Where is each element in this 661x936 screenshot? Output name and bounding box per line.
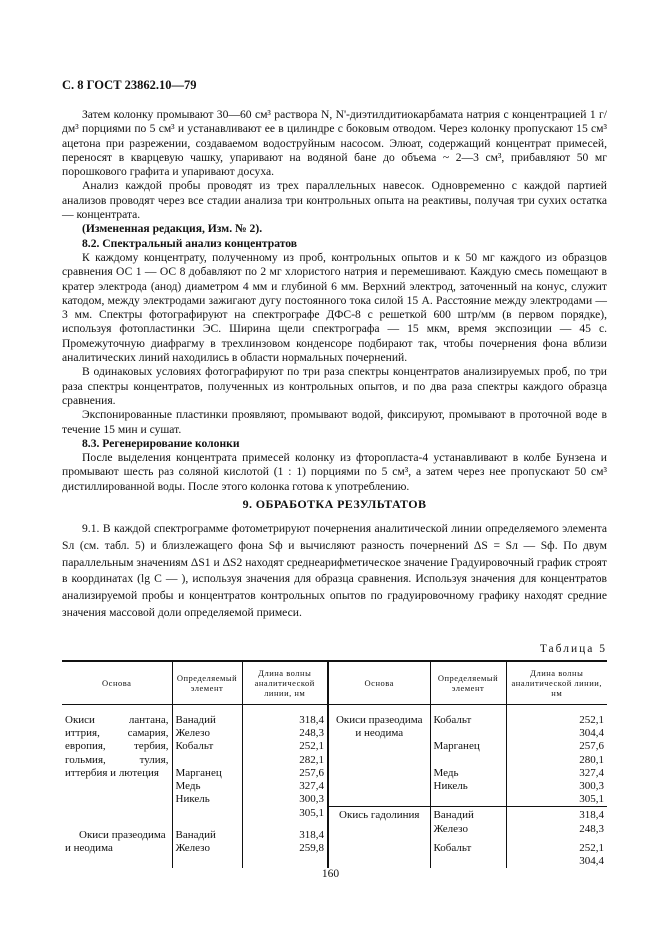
right-element: Кобальт bbox=[430, 842, 506, 855]
table-row bbox=[62, 714, 607, 727]
left-value: 257,6 bbox=[242, 767, 328, 780]
left-value: 252,1 bbox=[242, 740, 328, 753]
paragraph-9-1: 9.1. В каждой спектрограмме фотометрируют почернения аналитической линии определяемого элемента Sл (см. табл. 5) и близлежащего фона Sф и вычисляют разность почернений ΔS = Sл — Sф. По двум параллельным значениям ΔS1 и ΔS2 находят среднеарифметическое значение Градуировочный график строят в координатах (lg C — ), используя значения для образца сравнения. Используя значения для концентратов анализируемой пробы и концентратов контрольных опытов по градуировочному графику находят средние значения массовой доли определяемой примеси. bbox=[62, 522, 607, 619]
running-header: С. 8 ГОСТ 23862.10—79 bbox=[62, 78, 197, 92]
left-element: Ванадий bbox=[172, 823, 242, 842]
left-value: 282,1 bbox=[242, 754, 328, 767]
table-header-row bbox=[62, 661, 607, 705]
left-value: 318,4 bbox=[242, 714, 328, 727]
right-base-group2: Окись гадолиния bbox=[328, 807, 430, 868]
header-wavelength-right: Длина волны аналитической линии, нм bbox=[506, 661, 607, 705]
right-value: 248,3 bbox=[506, 823, 607, 842]
left-value: 259,8 bbox=[242, 842, 328, 855]
section-9-heading: 9. ОБРАБОТКА РЕЗУЛЬТАТОВ bbox=[242, 497, 427, 511]
right-element: Марганец bbox=[430, 740, 506, 753]
right-value: 318,4 bbox=[506, 807, 607, 823]
header-element-left: Определяемый элемент bbox=[172, 661, 242, 705]
left-value: 305,1 bbox=[242, 807, 328, 823]
left-element bbox=[172, 807, 242, 823]
right-element bbox=[430, 754, 506, 767]
left-value: 248,3 bbox=[242, 727, 328, 740]
right-value: 304,4 bbox=[506, 855, 607, 868]
right-element: Кобальт bbox=[430, 714, 506, 727]
edition-note: (Измененная редакция, Изм. № 2). bbox=[82, 222, 263, 236]
left-element: Железо bbox=[172, 842, 242, 855]
section-8-2-heading: 8.2. Спектральный анализ концентратов bbox=[82, 236, 298, 250]
paragraph-photography: В одинаковых условиях фотографируют по три раза спектры концентратов анализируемых проб, по три раза спектры концентратов, полученных из контрольных опытов, и по два раза спектры каждого образца сравнения. bbox=[62, 365, 607, 407]
table-caption: Таблица 5 bbox=[539, 643, 607, 655]
left-element: Ванадий bbox=[172, 714, 242, 727]
right-element: Железо bbox=[430, 823, 506, 842]
body-text-block bbox=[62, 108, 607, 494]
right-value: 252,1 bbox=[506, 714, 607, 727]
right-element: Медь bbox=[430, 767, 506, 780]
left-element: Никель bbox=[172, 793, 242, 807]
right-base-group1: Окиси празеодима и неодима bbox=[328, 714, 430, 807]
left-base-group2: Окиси празеодима и неодима bbox=[65, 828, 166, 854]
left-element: Марганец bbox=[172, 767, 242, 780]
left-element: Кобальт bbox=[172, 740, 242, 753]
header-base-right: Основа bbox=[328, 661, 430, 705]
left-element: Медь bbox=[172, 780, 242, 793]
right-element bbox=[430, 793, 506, 807]
header-wavelength-left: Длина волны аналитической линии, нм bbox=[242, 661, 328, 705]
right-element: Ванадий bbox=[430, 807, 506, 823]
right-value: 280,1 bbox=[506, 754, 607, 767]
paragraph-spectral: К каждому концентрату, полученному из проб, контрольных опытов и к 50 мг каждого из образцов сравнения ОС 1 — ОС 8 добавляют по 2 мг хлористого натрия и перемешивают. Каждую смесь помещают в кратер электрода (анод) диаметром 4 мм и глубиной 6 мм. Верхний электрод, заточенный на конус, служит катодом, между электродами зажигают дугу постоянного тока силой 15 А. Расстояние между электродами — 3 мм. Спектры фотографируют на спектрографе ДФС-8 с решеткой 600 штр/мм (в первом порядке), используя фотопластинки ЭС. Ширина щели спектрографа — 15 мкм, время экспозиции — 45 с. Промежуточную диафрагму в трехлинзовом конденсоре подбирают так, чтобы почернения фона вблизи аналитических линий находились в области нормальных почернений. bbox=[62, 250, 607, 365]
table-5 bbox=[62, 660, 607, 868]
right-element bbox=[430, 727, 506, 740]
paragraph-analysis: Анализ каждой пробы проводят из трех параллельных навесок. Одновременно с каждой партией анализов проводят через все стадии анализа три контрольных опыта на реактивы, получая три сухих остатка — концентрата. bbox=[62, 179, 607, 222]
header-base-left: Основа bbox=[62, 661, 172, 705]
section-8-3-heading: 8.3. Регенерирование колонки bbox=[82, 436, 240, 450]
left-base-group1: Окиси лантана, иттрия, самария, европия, тербия, гольмия, тулия, иттербия и лютеция bbox=[65, 714, 169, 779]
right-value: 300,3 bbox=[506, 780, 607, 793]
left-value: 327,4 bbox=[242, 780, 328, 793]
page-number: 160 bbox=[321, 868, 340, 880]
right-element bbox=[430, 855, 506, 868]
header-element-right: Определяемый элемент bbox=[430, 661, 506, 705]
paragraph-plates: Экспонированные пластинки проявляют, промывают водой, фиксируют, промывают в проточной воде в течение 15 мин и сушат. bbox=[62, 408, 607, 436]
paragraph-column-wash: Затем колонку промывают 30—60 см³ раствора N, N'-диэтилдитиокарбамата натрия с концентрацией 1 г/дм³ порциями по 5 см³ и устанавливают ее в цилиндре с боковым отводом. Через колонку пропускают 15 см³ ацетона при разрежении, создаваемом водоструйным насосом. Элюат, содержащий концентрат примесей, переносят в кварцевую чашку, упаривают на водяной бане до объема ~ 2—3 см³, прибавляют 50 мг порошкового графита и упаривают досуха. bbox=[62, 108, 607, 179]
right-value: 327,4 bbox=[506, 767, 607, 780]
left-value: 300,3 bbox=[242, 793, 328, 807]
right-value: 304,4 bbox=[506, 727, 607, 740]
results-text-block bbox=[62, 521, 607, 622]
right-value: 257,6 bbox=[506, 740, 607, 753]
left-element bbox=[172, 754, 242, 767]
left-element: Железо bbox=[172, 727, 242, 740]
right-value: 252,1 bbox=[506, 842, 607, 855]
paragraph-regeneration: После выделения концентрата примесей колонку из фторопласта-4 устанавливают в колбе Бунзена и промывают шесть раз соляной кислотой (1 : 1) порциями по 5 см³, а затем через нее пропускают 50 см³ дистиллированной воды. После этого колонка готова к употреблению. bbox=[62, 451, 607, 493]
left-value: 318,4 bbox=[242, 823, 328, 842]
right-element: Никель bbox=[430, 780, 506, 793]
right-value: 305,1 bbox=[506, 793, 607, 807]
